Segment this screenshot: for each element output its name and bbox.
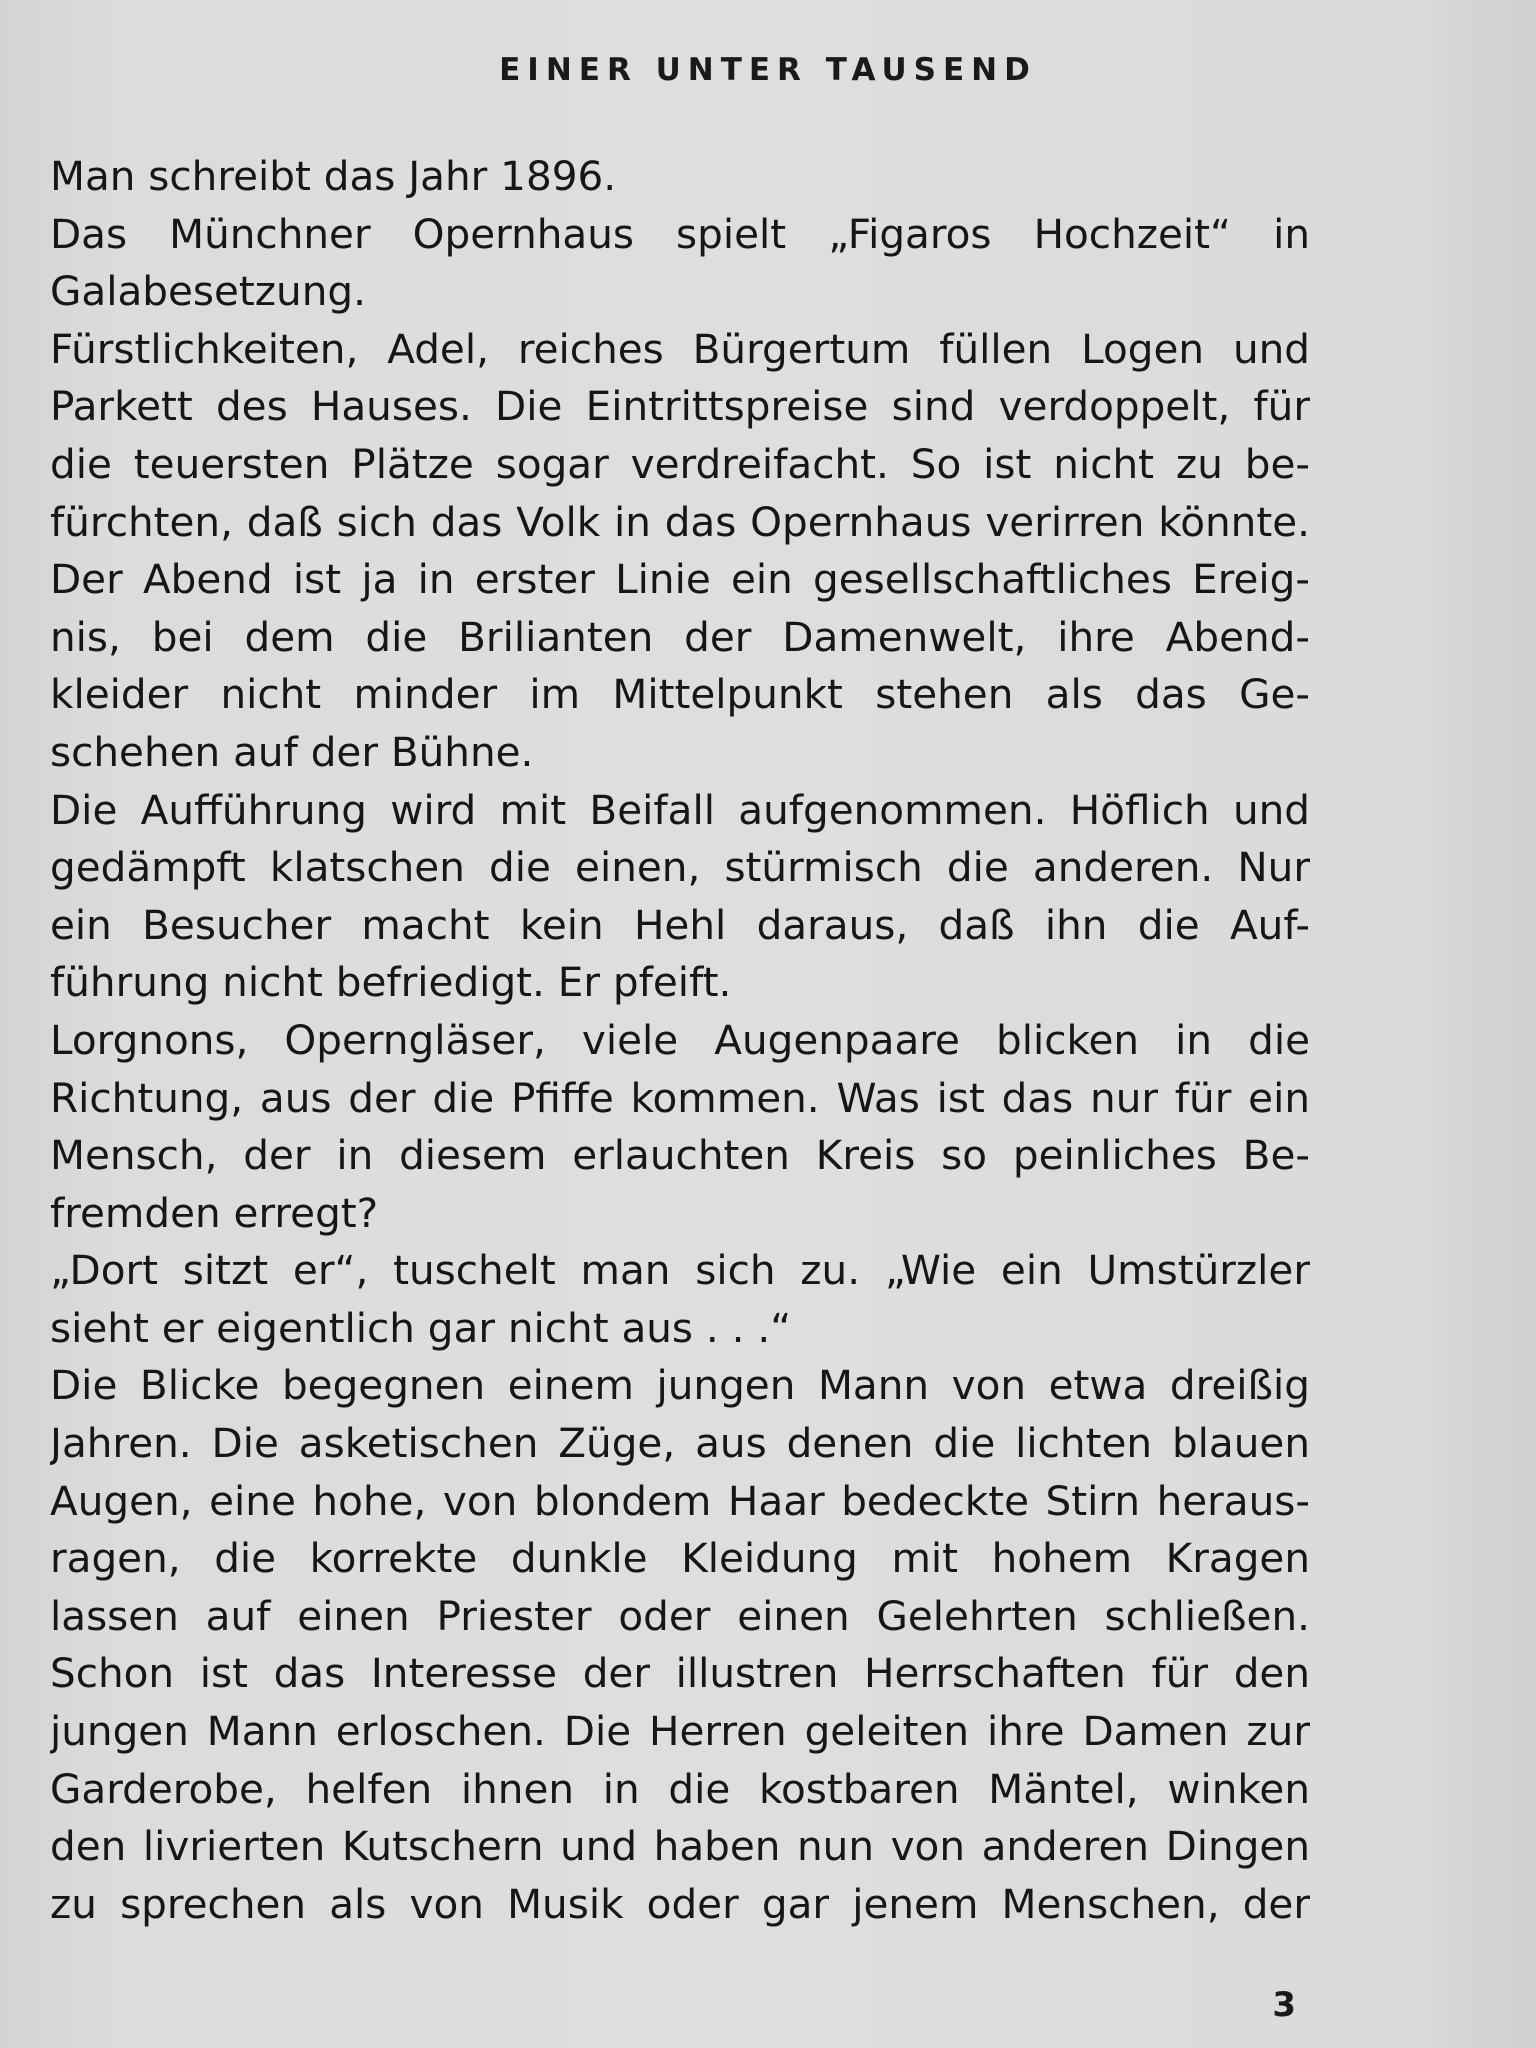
text-line: Fürstlichkeiten, Adel, reiches Bürgertum füllen Logen und	[50, 324, 1310, 373]
text-line: Galabesetzung.	[50, 267, 366, 316]
text-line: sieht er eigentlich gar nicht aus . . .“	[50, 1303, 792, 1352]
text-line: Die Aufführung wird mit Beifall aufgenommen. Höflich und	[50, 785, 1310, 834]
text-line: Richtung, aus der die Pfiffe kommen. Was ist das nur für ein	[50, 1073, 1310, 1122]
text-line: gedämpft klatschen die einen, stürmisch die anderen. Nur	[50, 843, 1310, 892]
text-line: Lorgnons, Operngläser, viele Augenpaare blicken in die	[50, 1015, 1310, 1064]
text-line: Parkett des Hauses. Die Eintrittspreise sind verdoppelt, für	[50, 382, 1310, 431]
text-line: die teuersten Plätze sogar verdreifacht. So ist nicht zu be-	[50, 439, 1310, 488]
text-line: kleider nicht minder im Mittelpunkt stehen als das Ge-	[50, 670, 1310, 719]
page-number: 3	[1272, 1985, 1296, 2025]
text-line: Augen, eine hohe, von blondem Haar bedeckte Stirn heraus-	[50, 1476, 1310, 1525]
text-line: lassen auf einen Priester oder einen Gelehrten schließen.	[50, 1591, 1310, 1640]
text-line: führung nicht befriedigt. Er pfeift.	[50, 958, 732, 1007]
text-line: Der Abend ist ja in erster Linie ein gesellschaftliches Ereig-	[50, 555, 1310, 604]
text-line: jungen Mann erloschen. Die Herren geleiten ihre Damen zur	[50, 1707, 1310, 1756]
text-line: fremden erregt?	[50, 1188, 379, 1237]
text-line: nis, bei dem die Brilianten der Damenwelt, ihre Abend-	[50, 612, 1310, 661]
text-line: Das Münchner Opernhaus spielt „Figaros Hochzeit“ in	[50, 209, 1310, 258]
running-head: EINER UNTER TAUSEND	[499, 52, 1037, 88]
text-line: schehen auf der Bühne.	[50, 727, 534, 776]
text-line: Man schreibt das Jahr 1896.	[50, 152, 617, 200]
text-line: fürchten, daß sich das Volk in das Opernhaus verirren könnte.	[50, 497, 1310, 546]
text-line: „Dort sitzt er“, tuschelt man sich zu. „Wie ein Umstürzler	[50, 1246, 1310, 1295]
text-line: Die Blicke begegnen einem jungen Mann von etwa dreißig	[50, 1361, 1310, 1410]
text-line: ein Besucher macht kein Hehl daraus, daß ihn die Auf-	[50, 900, 1310, 949]
text-line: Mensch, der in diesem erlauchten Kreis so peinliches Be-	[50, 1131, 1310, 1180]
text-line: ragen, die korrekte dunkle Kleidung mit hohem Kragen	[50, 1534, 1310, 1583]
body-text	[50, 148, 1310, 1933]
text-line: zu sprechen als von Musik oder gar jenem Menschen, der	[50, 1879, 1310, 1928]
text-line: Garderobe, helfen ihnen in die kostbaren Mäntel, winken	[50, 1764, 1310, 1813]
text-line: Jahren. Die asketischen Züge, aus denen die lichten blauen	[50, 1419, 1310, 1468]
text-line: den livrierten Kutschern und haben nun von anderen Dingen	[50, 1822, 1310, 1871]
text-line: Schon ist das Interesse der illustren Herrschaften für den	[50, 1649, 1310, 1698]
